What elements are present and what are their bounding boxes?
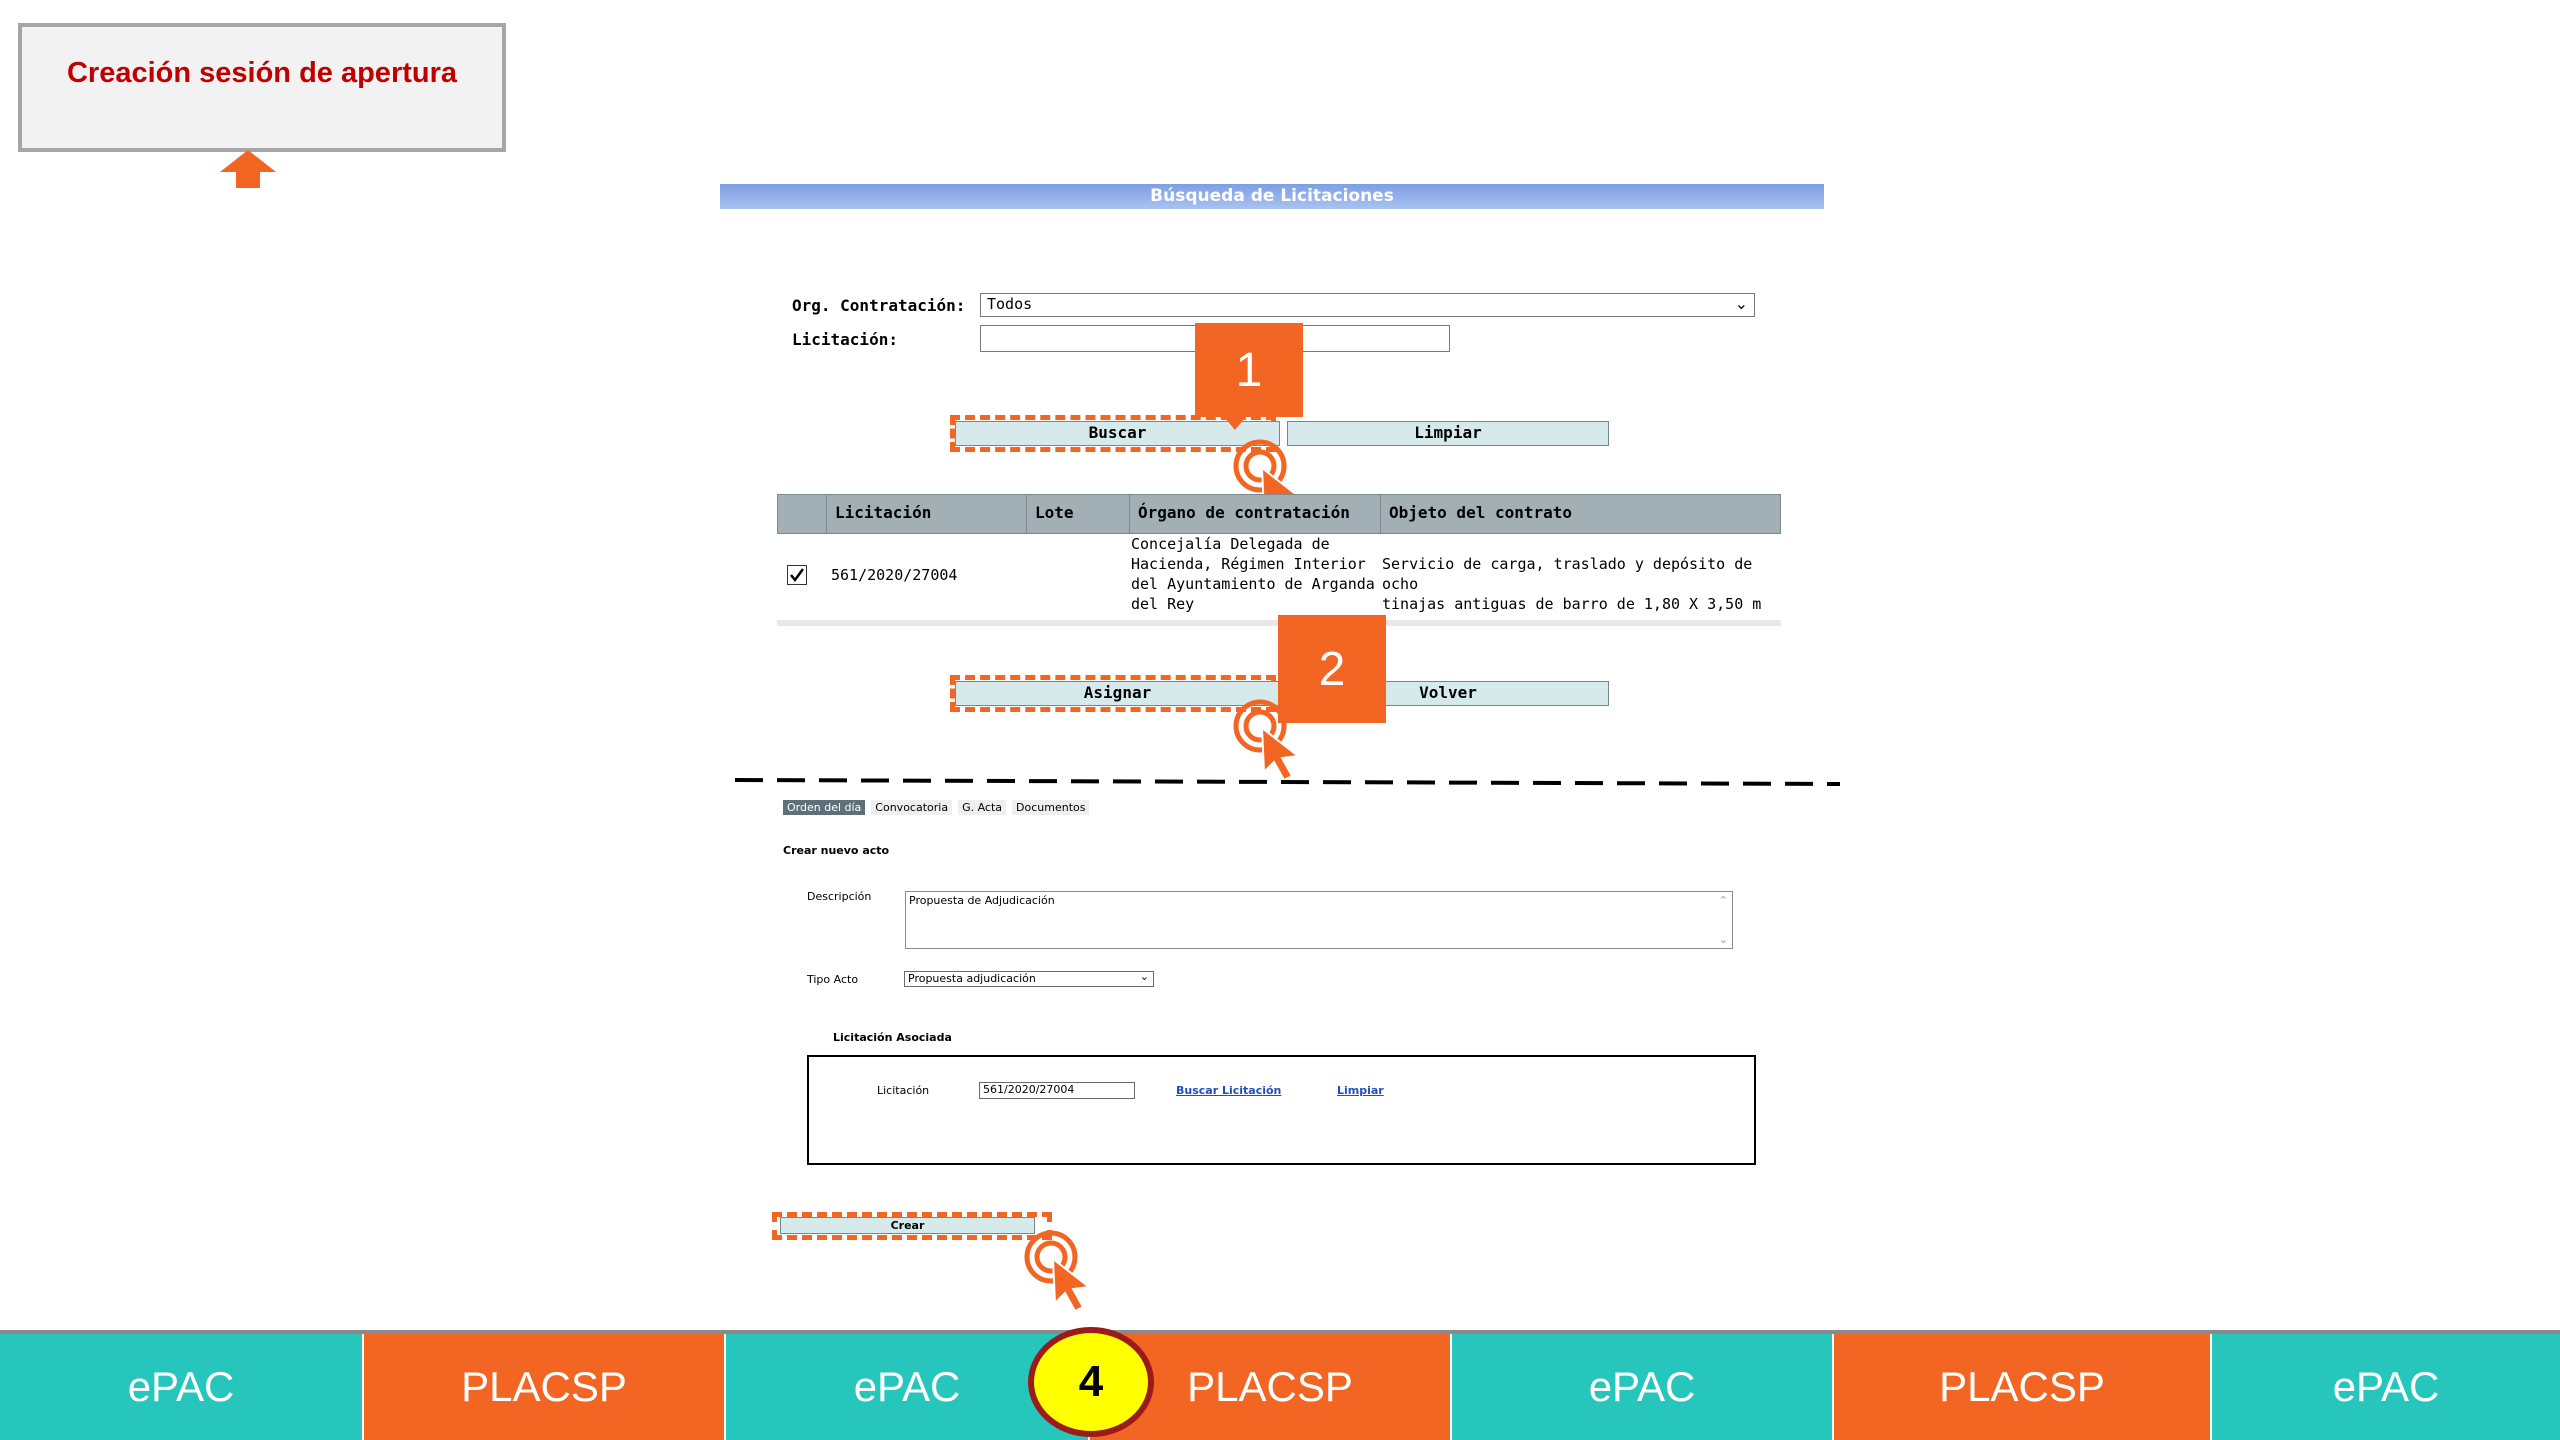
licitacion-asociada-box <box>807 1055 1756 1165</box>
licitacion-label: Licitación: <box>792 330 898 349</box>
chevron-down-icon: ⌄ <box>1734 294 1748 313</box>
table-header-lote: Lote <box>1026 494 1130 534</box>
org-select[interactable] <box>980 293 1755 317</box>
nav-segment-epac-1[interactable]: ePAC <box>0 1334 362 1440</box>
volver-button[interactable]: Volver <box>1287 681 1609 706</box>
section-divider <box>735 776 1845 790</box>
table-header-licitacion: Licitación <box>826 494 1027 534</box>
form-section-title: Crear nuevo acto <box>783 844 890 857</box>
nav-segment-placsp-3[interactable]: PLACSP <box>1834 1334 2210 1440</box>
descripcion-textarea[interactable]: Propuesta de Adjudicación ⌃ ⌄ <box>905 891 1733 949</box>
table-header-select <box>777 494 827 534</box>
nav-segment-epac-4[interactable]: ePAC <box>2212 1334 2560 1440</box>
nav-segment-placsp-1[interactable]: PLACSP <box>364 1334 724 1440</box>
nav-segment-epac-3[interactable]: ePAC <box>1452 1334 1832 1440</box>
limpiar-button[interactable]: Limpiar <box>1287 421 1609 446</box>
tab-convocatoria[interactable]: Convocatoria <box>871 800 952 815</box>
slide-title-box <box>18 23 506 152</box>
tab-orden-del-dia[interactable]: Orden del día <box>783 800 865 815</box>
licitacion-field[interactable]: 561/2020/27004 <box>979 1082 1135 1099</box>
crear-button[interactable]: Crear <box>780 1217 1035 1234</box>
scroll-up-icon[interactable]: ⌃ <box>1718 894 1728 907</box>
org-label: Org. Contratación: <box>792 296 966 315</box>
row-checkbox[interactable] <box>787 565 807 585</box>
buscar-licitacion-link[interactable]: Buscar Licitación <box>1176 1084 1282 1097</box>
tab-documentos[interactable]: Documentos <box>1012 800 1089 815</box>
table-header-organo: Órgano de contratación <box>1129 494 1381 534</box>
tipo-acto-label: Tipo Acto <box>807 973 859 986</box>
search-header: Búsqueda de Licitaciones <box>720 184 1824 209</box>
click-cursor-icon <box>1023 1227 1099 1311</box>
row-organo: Concejalía Delegada de Hacienda, Régimen Interior del Ayuntamiento de Arganda del Rey <box>1131 535 1375 613</box>
checkmark-icon <box>788 566 806 584</box>
descripcion-label: Descripción <box>807 890 872 903</box>
org-select-value: Todos <box>987 295 1033 313</box>
buscar-button[interactable]: Buscar <box>955 421 1280 446</box>
step-badge: 4 <box>1028 1327 1154 1437</box>
nav-segment-epac-2[interactable]: ePAC <box>726 1334 1088 1440</box>
tab-g-acta[interactable]: G. Acta <box>958 800 1006 815</box>
scroll-down-icon[interactable]: ⌄ <box>1718 933 1728 946</box>
callout-step-1: 1 <box>1195 323 1303 417</box>
form-tabs <box>783 800 1089 815</box>
tipo-acto-select[interactable]: Propuesta adjudicación ⌄ <box>904 971 1154 987</box>
row-licitacion: 561/2020/27004 <box>831 566 958 584</box>
callout-pointer <box>1220 412 1250 434</box>
licitacion-field-label: Licitación <box>877 1084 930 1097</box>
limpiar-link[interactable]: Limpiar <box>1337 1084 1384 1097</box>
licitacion-asociada-title: Licitación Asociada <box>833 1031 952 1044</box>
chevron-down-icon: ⌄ <box>1139 970 1149 983</box>
nav-segment-placsp-2[interactable]: PLACSP <box>1090 1334 1450 1440</box>
row-objeto: Servicio de carga, traslado y depósito de ocho tinajas antiguas de barro de 1,80 X 3,50 m <box>1382 555 1762 613</box>
slide-title: Creación sesión de apertura <box>66 57 458 89</box>
table-row[interactable] <box>777 534 1781 626</box>
callout-step-2: 2 <box>1278 615 1386 723</box>
up-arrow-icon <box>220 150 276 190</box>
click-cursor-icon <box>1232 696 1308 780</box>
table-header-objeto: Objeto del contrato <box>1380 494 1781 534</box>
asignar-button[interactable]: Asignar <box>955 681 1280 706</box>
